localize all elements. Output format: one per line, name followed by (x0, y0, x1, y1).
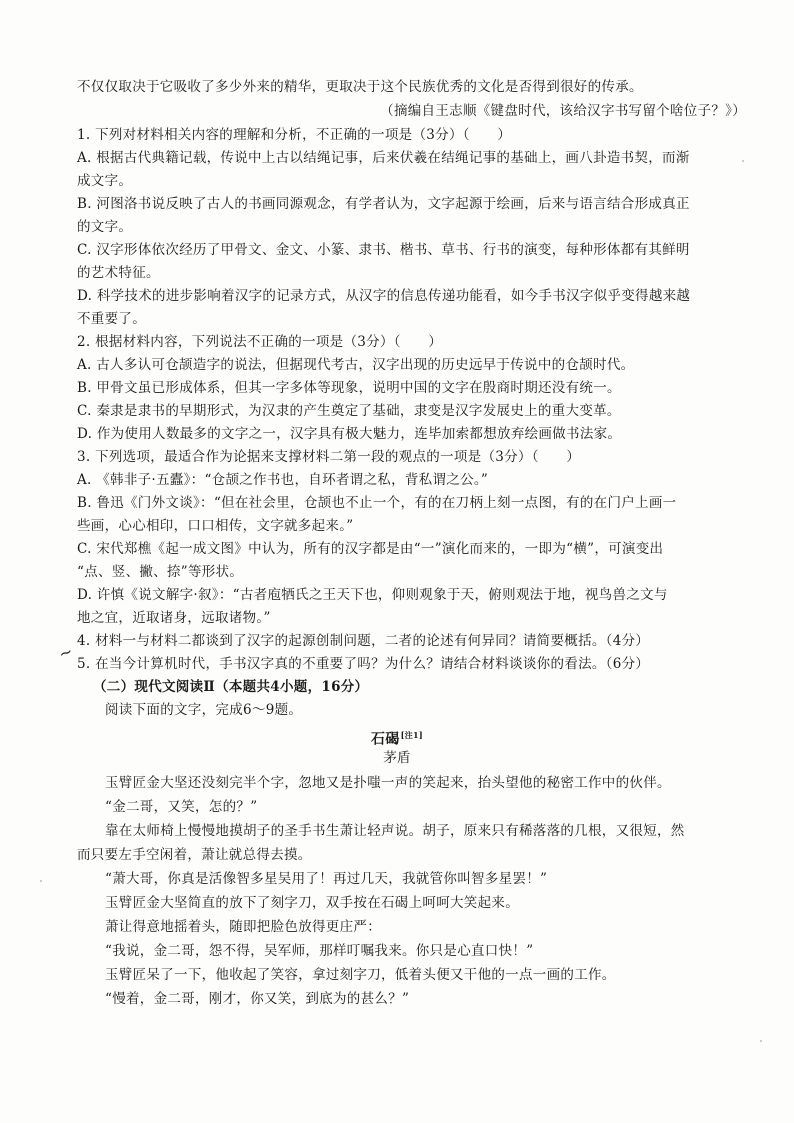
option-d: D. 作为使用人数最多的文字之一，汉字具有极大魅力，连毕加索都想放弃绘画做书法家。 (77, 426, 622, 442)
option-b: B. 河图洛书说反映了古人的书画同源观念，有学者认为，文字起源于绘画，后来与语言结合形成真正 (77, 196, 690, 212)
option-c-cont: 的艺术特征。 (77, 265, 160, 281)
option-b: B. 鲁迅《门外文谈》：“但在社会里，仓颉也不止一个，有的在刀柄上刻一点图，有的在门户上画一 (77, 495, 677, 511)
story-paragraph: 玉臂匠呆了一下，他收起了笑容，拿过刻字刀，低着头便又干他的一点一画的工作。 (105, 967, 616, 983)
story-paragraph: “萧大哥，你真是活像智多星吴用了！再过几天，我就管你叫智多星罢！” (105, 871, 548, 887)
question-2: 2. 根据材料内容，下列说法不正确的一项是（3分）（ ） (77, 334, 443, 350)
story-paragraph: 靠在太师椅上慢慢地摸胡子的圣手书生萧让轻声说。胡子，原来只有稀落落的几根，又很短，然 (105, 823, 685, 839)
option-d-cont: 不重要了。 (77, 311, 146, 327)
story-paragraph: “我说，金二哥，怨不得，吴军师，那样叮嘱我来。你只是心直口快！” (105, 943, 534, 959)
story-paragraph: “慢着，金二哥，刚才，你又笑，到底为的甚么？” (105, 991, 410, 1007)
option-b-cont: 的文字。 (77, 219, 133, 235)
question-3: 3. 下列选项，最适合作为论据来支撑材料二第一段的观点的一项是（3分）（ ） (77, 449, 581, 465)
option-c: C. 汉字形体依次经历了甲骨文、金文、小篆、隶书、楷书、草书、行书的演变，每种形体都有其鲜明 (77, 242, 690, 258)
option-d-cont: 地之宜，近取诸身，远取诸物。” (77, 610, 271, 626)
story-author: 茅盾 (383, 750, 411, 766)
scan-speck (40, 880, 42, 882)
question-5: 5. 在当今计算机时代，手书汉字真的不重要了吗？为什么？请结合材料谈谈你的看法。（6分） (77, 656, 650, 672)
story-paragraph: 萧让得意地摇着头，随即把脸色放得更庄严： (105, 919, 381, 935)
source-citation: （摘编自王志顺《键盘时代，该给汉字书写留个啥位子？》） (380, 103, 746, 119)
option-a: A. 《韩非子·五蠹》：“仓颉之作书也，自环者谓之私，背私谓之公。” (77, 472, 489, 488)
story-paragraph-cont: 而只要左手空闲着，萧让就总得去摸。 (77, 847, 312, 863)
text-line: 不仅仅取决于它吸收了多少外来的精华，更取决于这个民族优秀的文化是否得到很好的传承。 (77, 79, 643, 95)
option-d: D. 科学技术的进步影响着汉字的记录方式，从汉字的信息传递功能看，如今手书汉字似乎变得越来越 (77, 288, 691, 304)
option-b-cont: 些画，心心相印，口口相传，文字就多起来。” (77, 518, 354, 534)
option-c-cont: “点、竖、撇、捺”等形状。 (77, 564, 244, 580)
story-paragraph: 玉臂匠金大坚还没刻完半个字，忽地又是扑嗤一声的笑起来，抬头望他的秘密工作中的伙伴。 (105, 775, 671, 791)
question-1: 1. 下列对材料相关内容的理解和分析，不正确的一项是（3分）（ ） (77, 127, 512, 143)
scan-speck (760, 1040, 762, 1042)
pen-tick-mark: ~ (56, 641, 76, 664)
story-paragraph: “金二哥，又笑，怎的？” (105, 799, 258, 815)
story-title-text: 石碣 (371, 731, 400, 748)
option-c: C. 秦隶是隶书的早期形式，为汉隶的产生奠定了基础，隶变是汉字发展史上的重大变革。 (77, 403, 621, 419)
option-a: A. 古人多认可仓颉造字的说法，但据现代考古，汉字出现的历史远早于传说中的仓颉时代。 (77, 357, 635, 373)
story-paragraph: 玉臂匠金大坚简直的放下了刻字刀，双手按在石碣上呵呵大笑起来。 (105, 895, 519, 911)
scan-speck (742, 160, 744, 162)
option-d: D. 许慎《说文解字·叙》：“古者庖牺氏之王天下也，仰则观象于天，俯则观法于地，视鸟兽之文与 (77, 587, 668, 603)
section-heading: （二）现代文阅读Ⅱ（本题共4小题，16分） (93, 679, 369, 695)
section-instruction: 阅读下面的文字，完成6～9题。 (105, 702, 303, 718)
option-a-cont: 成文字。 (77, 173, 133, 189)
footnote-marker: [注1] (400, 730, 423, 740)
option-b: B. 甲骨文虽已形成体系，但其一字多体等现象，说明中国的文字在殷商时期还没有统一。 (77, 380, 621, 396)
option-c: C. 宋代郑樵《起一成文图》中认为，所有的汉字都是由“一”演化而来的，一即为“横”，可演变出 (77, 541, 664, 557)
option-a: A. 根据古代典籍记载，传说中上古以结绳记事，后来伏羲在结绳记事的基础上，画八卦造书契，而渐 (77, 150, 690, 166)
question-4: 4. 材料一与材料二都谈到了汉字的起源创制问题，二者的论述有何异同？请简要概括。（4分） (77, 633, 650, 649)
